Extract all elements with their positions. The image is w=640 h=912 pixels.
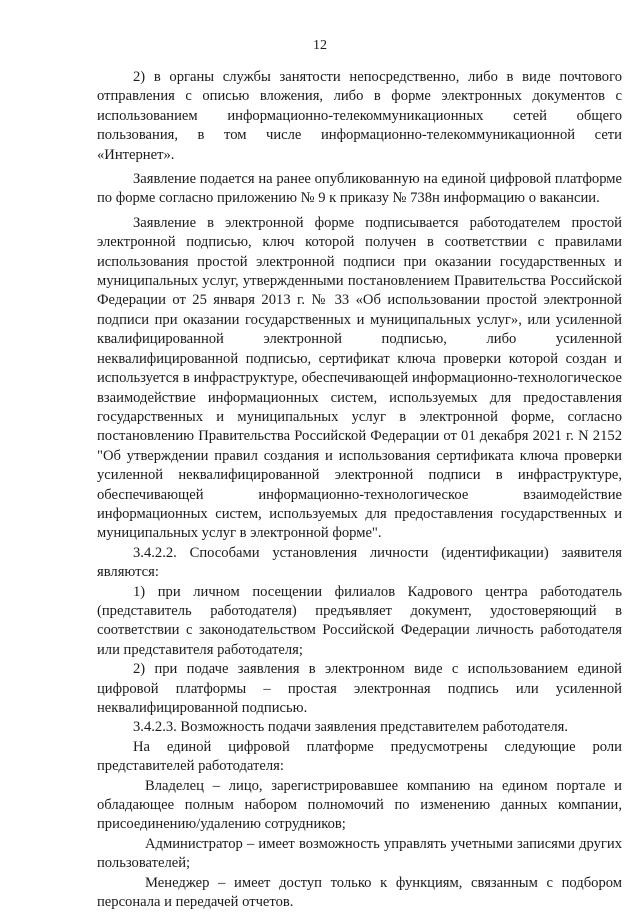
paragraph-personal-visit: 1) при личном посещении филиалов Кадрового центра работодатель (представитель работодателя) предъявляет документ, удостоверяющий в соответствии с законодательством Российской Федерации личность работодателя или представителя работодателя; xyxy=(97,583,622,658)
page-number: 12 xyxy=(313,38,327,53)
paragraph-identification-methods: 3.4.2.2. Способами установления личности (идентификации) заявителя являются: xyxy=(97,544,622,581)
paragraph-role-manager: Менеджер – имеет доступ только к функциям, связанным с подбором персонала и передачей отчетов. xyxy=(97,874,622,911)
paragraph-electronic-submission: 2) при подаче заявления в электронном виде с использованием единой цифровой платформы – простая электронная подпись или усиленной неквалифицированной подписью. xyxy=(97,661,622,716)
paragraph-employment-service-submission: 2) в органы службы занятости непосредственно, либо в виде почтового отправления с описью вложения, либо в форме электронных документов с использованием информационно-телекоммуникационных сетей общего пользования, в том числе информационно-телекоммуникационной сети «Интернет». xyxy=(97,69,622,163)
paragraph-representative-heading: 3.4.2.3. Возможность подачи заявления представителем работодателя. xyxy=(133,719,569,736)
paragraph-role-owner: Владелец – лицо, зарегистрировавшее компанию на едином портале и обладающее полным набором полномочий по изменению данных компании, присоединению/удалению сотрудников; xyxy=(97,777,622,833)
paragraph-electronic-signature: Заявление в электронной форме подписывается работодателем простой электронной подписью, ключ которой получен в соответствии с правилами использования простой электронной подписи при оказании государственных и муниципальных услуг, утвержденными постановлением Правительства Российской Федерации от 25 января 2013 г. № 33 «Об использовании простой электронной подписи при оказании государственных и муниципальных услуг», или усиленной квалифицированной электронной подписью, либо усиленной неквалифицированной подписью, сертификат ключа проверки которой создан и используется в инфраструктуре, обеспечивающей информационно-технологическое взаимодействие информационных систем, используемых для предоставления государственных и муниципальных услуг в электронной форме, согласно постановлению Правительства Российской Федерации от 01 декабря 2021 г. N 2152 "Об утверждении правил создания и использования сертификата ключа проверки усиленной неквалифицированной электронной подписи в инфраструктуре, обеспечивающей информационно-технологическое взаимодействие информационных систем, используемых для предоставления государственных и муниципальных услуг в электронной форме". xyxy=(97,214,622,542)
paragraph-platform-roles: На единой цифровой платформе предусмотрены следующие роли представителей работодателя: xyxy=(97,738,622,775)
document-body xyxy=(97,68,622,912)
paragraph-application-vacancy: Заявление подается на ранее опубликованную на единой цифровой платформе по форме согласно приложению № 9 к приказу № 738н информацию о вакансии. xyxy=(97,171,622,207)
paragraph-role-administrator: Администратор – имеет возможность управлять учетными записями других пользователей; xyxy=(97,835,622,872)
